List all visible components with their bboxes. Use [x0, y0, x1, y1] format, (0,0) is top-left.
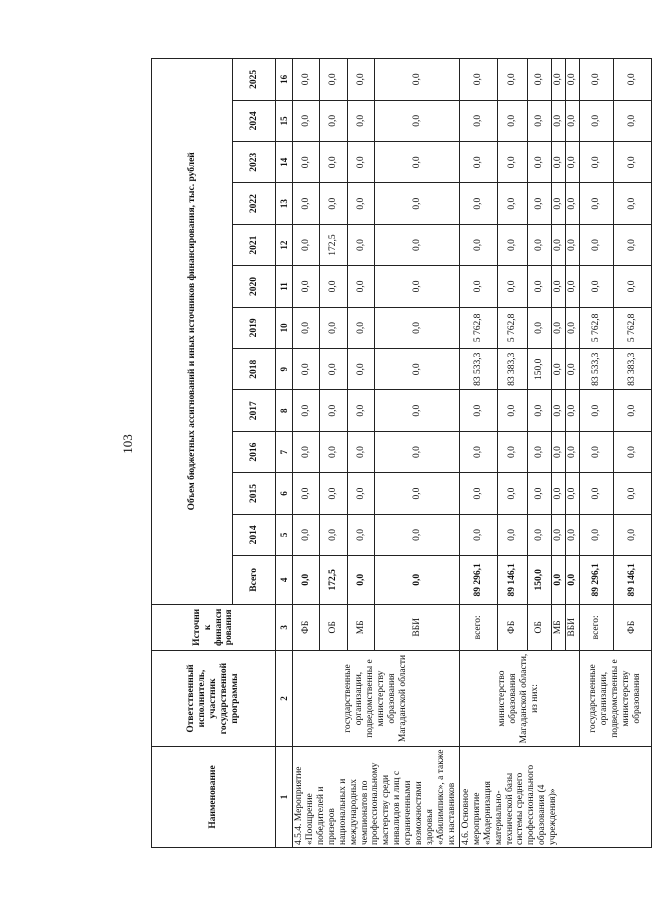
value-cell: 83 383,3	[613, 349, 651, 390]
header-year: 2016	[233, 431, 276, 472]
value-cell: 0,0	[347, 142, 374, 183]
value-cell: 83 533,3	[459, 349, 497, 390]
value-cell: 0,0	[375, 473, 460, 514]
value-cell: 0,0	[375, 266, 460, 307]
value-cell: 0,0	[293, 390, 320, 431]
total-cell: 172,5	[320, 556, 347, 604]
value-cell: 0,0	[293, 142, 320, 183]
value-cell: 0,0	[347, 514, 374, 555]
value-cell: 0,0	[579, 431, 613, 472]
value-cell: 0,0	[459, 390, 497, 431]
value-cell: 0,0	[347, 266, 374, 307]
value-cell: 0,0	[527, 224, 551, 265]
column-number: 15	[276, 100, 293, 141]
value-cell: 0,0	[565, 431, 579, 472]
value-cell: 0,0	[347, 100, 374, 141]
total-cell: 0,0	[565, 556, 579, 604]
header-total: Всего	[233, 556, 276, 604]
value-cell: 0,0	[613, 100, 651, 141]
value-cell: 0,0	[497, 59, 527, 101]
column-number: 12	[276, 224, 293, 265]
value-cell: 0,0	[551, 473, 565, 514]
value-cell: 0,0	[551, 142, 565, 183]
value-cell: 0,0	[579, 183, 613, 224]
responsible-cell: государственные организации, подведомственны е министерству образования Магаданской области	[293, 651, 460, 747]
header-year: 2025	[233, 59, 276, 101]
value-cell: 0,0	[527, 59, 551, 101]
budget-table-container	[151, 58, 642, 848]
header-year: 2023	[233, 142, 276, 183]
value-cell: 0,0	[293, 349, 320, 390]
value-cell: 0,0	[613, 183, 651, 224]
value-cell: 0,0	[375, 142, 460, 183]
header-year: 2019	[233, 307, 276, 348]
value-cell: 0,0	[293, 514, 320, 555]
source-cell: ВБИ	[565, 604, 579, 650]
header-responsible: Ответственный исполнитель, участник государственной программы	[152, 651, 276, 747]
header-year: 2024	[233, 100, 276, 141]
value-cell: 0,0	[527, 142, 551, 183]
value-cell: 0,0	[551, 224, 565, 265]
value-cell: 0,0	[320, 266, 347, 307]
value-cell: 0,0	[293, 266, 320, 307]
value-cell: 0,0	[293, 473, 320, 514]
value-cell: 0,0	[320, 431, 347, 472]
column-number: 14	[276, 142, 293, 183]
value-cell: 0,0	[347, 390, 374, 431]
value-cell: 0,0	[565, 349, 579, 390]
value-cell: 0,0	[565, 224, 579, 265]
value-cell: 0,0	[293, 59, 320, 101]
value-cell: 0,0	[293, 307, 320, 348]
value-cell: 0,0	[497, 266, 527, 307]
value-cell: 0,0	[459, 514, 497, 555]
value-cell: 0,0	[579, 514, 613, 555]
value-cell: 0,0	[527, 431, 551, 472]
header-year: 2014	[233, 514, 276, 555]
column-number: 7	[276, 431, 293, 472]
source-cell: МБ	[347, 604, 374, 650]
page-number: 103	[120, 434, 135, 454]
value-cell: 0,0	[320, 183, 347, 224]
value-cell: 0,0	[527, 183, 551, 224]
value-cell: 0,0	[320, 349, 347, 390]
header-year: 2020	[233, 266, 276, 307]
value-cell: 0,0	[347, 59, 374, 101]
value-cell: 0,0	[579, 266, 613, 307]
value-cell: 0,0	[527, 514, 551, 555]
column-number: 3	[276, 604, 293, 650]
source-cell: ОБ	[527, 604, 551, 650]
value-cell: 0,0	[375, 59, 460, 101]
value-cell: 0,0	[527, 307, 551, 348]
value-cell: 0,0	[613, 514, 651, 555]
source-cell: ВБИ	[375, 604, 460, 650]
value-cell: 0,0	[347, 349, 374, 390]
value-cell: 83 533,3	[579, 349, 613, 390]
value-cell: 83 383,3	[497, 349, 527, 390]
value-cell: 0,0	[320, 59, 347, 101]
value-cell: 0,0	[320, 390, 347, 431]
value-cell: 172,5	[320, 224, 347, 265]
header-year: 2018	[233, 349, 276, 390]
value-cell: 0,0	[497, 100, 527, 141]
value-cell: 0,0	[579, 142, 613, 183]
value-cell: 0,0	[497, 183, 527, 224]
value-cell: 0,0	[613, 59, 651, 101]
event-name: 4.6. Основное мероприятие «Модернизация материально-технической базы системы среднего профессионального образования (4 учреждения)»	[459, 747, 651, 848]
total-cell: 0,0	[293, 556, 320, 604]
column-number: 6	[276, 473, 293, 514]
total-cell: 0,0	[375, 556, 460, 604]
value-cell: 0,0	[375, 224, 460, 265]
value-cell: 0,0	[459, 59, 497, 101]
header-year: 2015	[233, 473, 276, 514]
responsible-cell: государственные организации, подведомственны е министерству образования	[579, 651, 651, 747]
value-cell: 0,0	[293, 183, 320, 224]
value-cell: 0,0	[320, 473, 347, 514]
value-cell: 0,0	[293, 431, 320, 472]
value-cell: 0,0	[459, 224, 497, 265]
total-cell: 150,0	[527, 556, 551, 604]
value-cell: 0,0	[320, 514, 347, 555]
value-cell: 0,0	[579, 100, 613, 141]
value-cell: 0,0	[565, 390, 579, 431]
source-cell: всего:	[459, 604, 497, 650]
value-cell: 0,0	[459, 473, 497, 514]
column-number: 2	[276, 651, 293, 747]
value-cell: 0,0	[527, 473, 551, 514]
value-cell: 0,0	[497, 431, 527, 472]
value-cell: 0,0	[565, 142, 579, 183]
value-cell: 0,0	[551, 59, 565, 101]
table-row	[293, 59, 320, 848]
value-cell: 0,0	[375, 100, 460, 141]
header-name: Наименование	[152, 747, 276, 848]
value-cell: 0,0	[551, 266, 565, 307]
total-cell: 0,0	[347, 556, 374, 604]
value-cell: 5 762,8	[459, 307, 497, 348]
value-cell: 150,0	[527, 349, 551, 390]
value-cell: 0,0	[579, 59, 613, 101]
value-cell: 0,0	[613, 390, 651, 431]
header-year: 2017	[233, 390, 276, 431]
value-cell: 0,0	[347, 224, 374, 265]
value-cell: 0,0	[347, 307, 374, 348]
budget-table	[151, 58, 652, 848]
value-cell: 0,0	[497, 224, 527, 265]
total-cell: 89 146,1	[497, 556, 527, 604]
table-row	[459, 59, 497, 848]
value-cell: 0,0	[347, 431, 374, 472]
event-name: 4.5.4. Мероприятие «Поощрение победителей и призеров национальных и международных чемпионатов по профессиональному мастерству среди инвалидов и лиц с ограниченными возможностями здоровья «Абилимпикс», а также их наставников	[293, 747, 460, 848]
value-cell: 0,0	[613, 142, 651, 183]
total-cell: 0,0	[551, 556, 565, 604]
value-cell: 0,0	[375, 514, 460, 555]
column-number: 11	[276, 266, 293, 307]
value-cell: 0,0	[551, 390, 565, 431]
column-number: 13	[276, 183, 293, 224]
header-source: Источник финансирования	[152, 604, 276, 650]
value-cell: 0,0	[497, 514, 527, 555]
value-cell: 0,0	[347, 183, 374, 224]
responsible-cell: министерство образования Магаданской области, из них:	[459, 651, 579, 747]
header-year: 2021	[233, 224, 276, 265]
value-cell: 5 762,8	[497, 307, 527, 348]
value-cell: 0,0	[527, 390, 551, 431]
source-cell: ФБ	[497, 604, 527, 650]
value-cell: 0,0	[565, 473, 579, 514]
source-cell: ФБ	[613, 604, 651, 650]
value-cell: 0,0	[497, 390, 527, 431]
value-cell: 0,0	[459, 183, 497, 224]
value-cell: 0,0	[459, 100, 497, 141]
value-cell: 0,0	[565, 59, 579, 101]
total-cell: 89 296,1	[459, 556, 497, 604]
value-cell: 0,0	[375, 349, 460, 390]
value-cell: 0,0	[459, 142, 497, 183]
column-number: 1	[276, 747, 293, 848]
value-cell: 0,0	[551, 100, 565, 141]
column-number: 4	[276, 556, 293, 604]
column-number: 8	[276, 390, 293, 431]
value-cell: 0,0	[579, 390, 613, 431]
value-cell: 0,0	[293, 100, 320, 141]
value-cell: 0,0	[565, 514, 579, 555]
value-cell: 0,0	[613, 266, 651, 307]
value-cell: 0,0	[551, 431, 565, 472]
value-cell: 0,0	[613, 473, 651, 514]
value-cell: 5 762,8	[613, 307, 651, 348]
value-cell: 0,0	[551, 183, 565, 224]
table-row	[579, 59, 613, 848]
value-cell: 0,0	[320, 307, 347, 348]
value-cell: 0,0	[565, 307, 579, 348]
source-cell: ОБ	[320, 604, 347, 650]
source-cell: всего:	[579, 604, 613, 650]
value-cell: 0,0	[459, 431, 497, 472]
value-cell: 0,0	[375, 390, 460, 431]
value-cell: 0,0	[459, 266, 497, 307]
value-cell: 0,0	[527, 100, 551, 141]
value-cell: 0,0	[579, 473, 613, 514]
value-cell: 0,0	[565, 266, 579, 307]
source-cell: МБ	[551, 604, 565, 650]
value-cell: 0,0	[375, 431, 460, 472]
value-cell: 0,0	[293, 224, 320, 265]
value-cell: 0,0	[375, 183, 460, 224]
header-funding: Объем бюджетных ассигнований и иных источников финансирования, тыс. рублей	[152, 59, 233, 605]
value-cell: 0,0	[579, 224, 613, 265]
total-cell: 89 296,1	[579, 556, 613, 604]
value-cell: 0,0	[551, 349, 565, 390]
column-number: 16	[276, 59, 293, 101]
value-cell: 0,0	[347, 473, 374, 514]
header-year: 2022	[233, 183, 276, 224]
value-cell: 0,0	[565, 100, 579, 141]
column-number: 5	[276, 514, 293, 555]
source-cell: ФБ	[293, 604, 320, 650]
column-number: 9	[276, 349, 293, 390]
column-number: 10	[276, 307, 293, 348]
value-cell: 5 762,8	[579, 307, 613, 348]
value-cell: 0,0	[551, 514, 565, 555]
value-cell: 0,0	[551, 307, 565, 348]
value-cell: 0,0	[497, 142, 527, 183]
value-cell: 0,0	[613, 224, 651, 265]
value-cell: 0,0	[320, 142, 347, 183]
total-cell: 89 146,1	[613, 556, 651, 604]
value-cell: 0,0	[565, 183, 579, 224]
value-cell: 0,0	[375, 307, 460, 348]
value-cell: 0,0	[497, 473, 527, 514]
value-cell: 0,0	[320, 100, 347, 141]
value-cell: 0,0	[527, 266, 551, 307]
value-cell: 0,0	[613, 431, 651, 472]
